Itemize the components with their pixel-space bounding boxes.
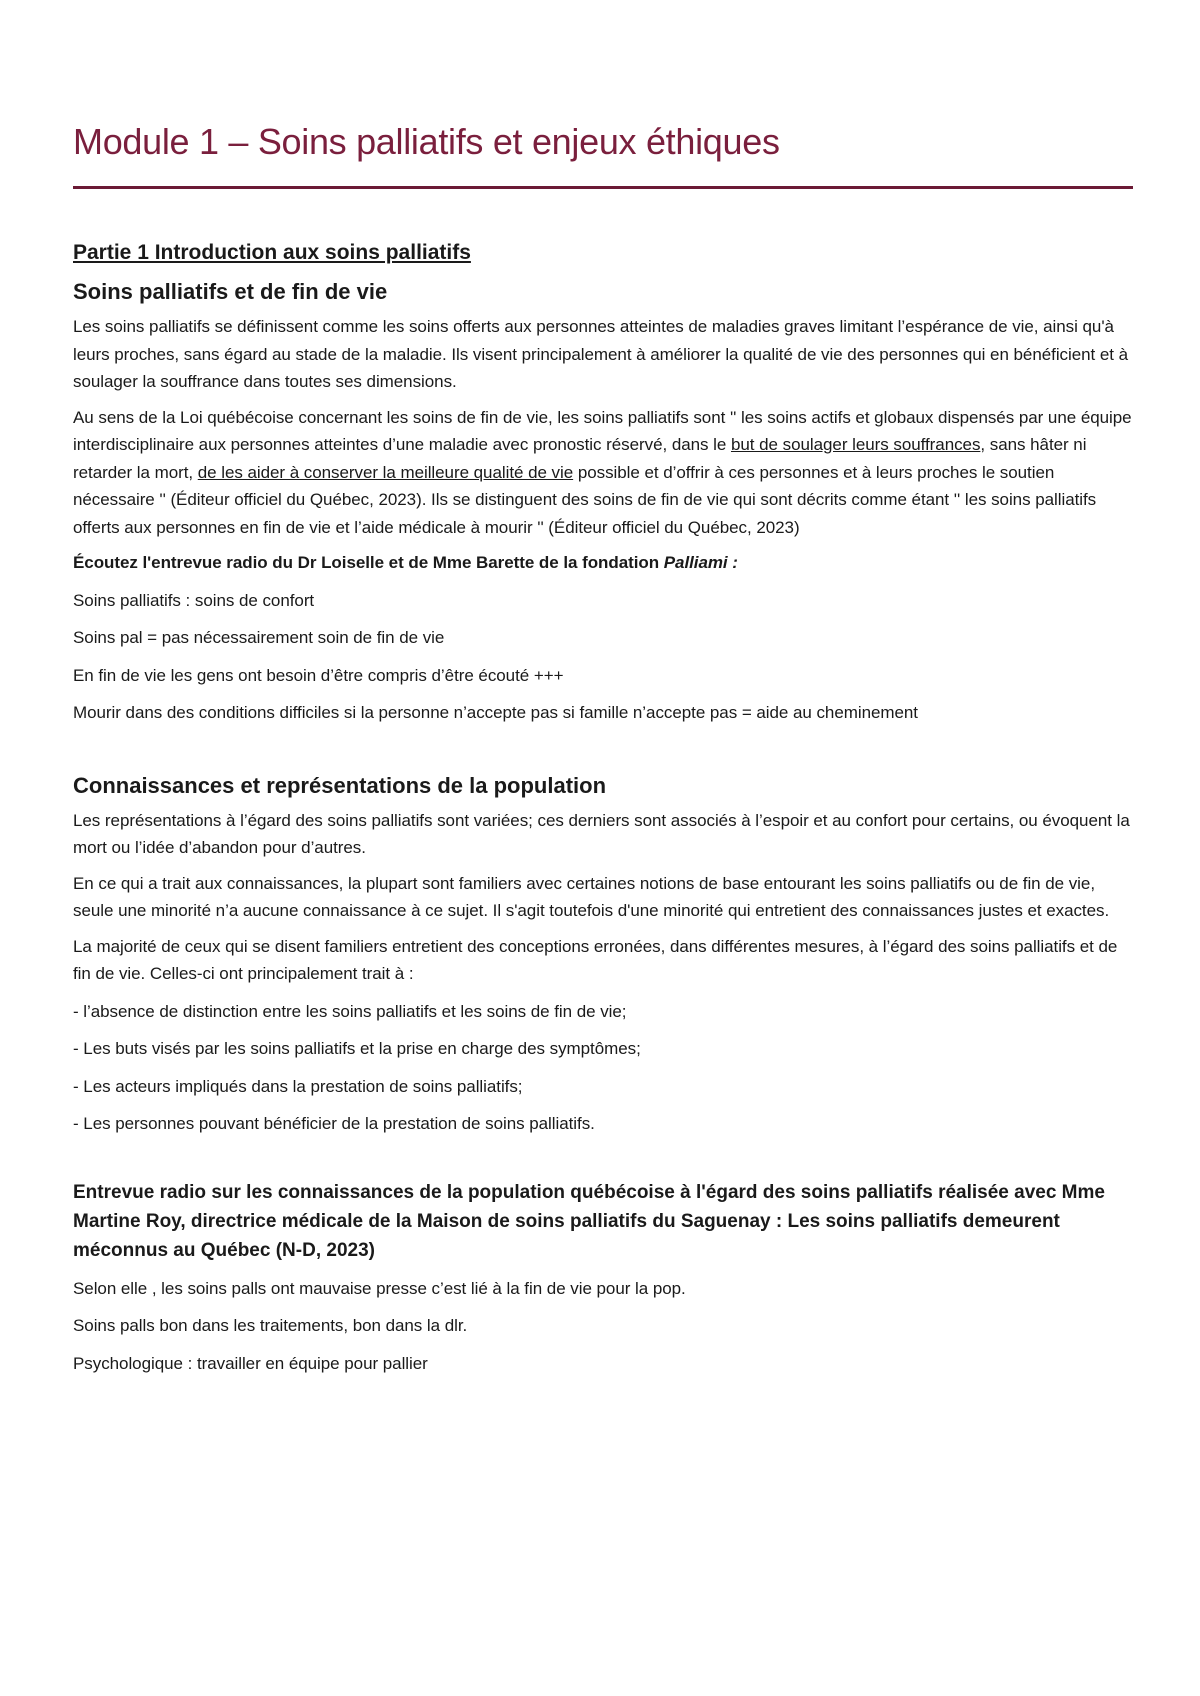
underlined-text: de les aider à conserver la meilleure qualité de vie bbox=[197, 462, 574, 482]
paragraph-text: Au sens de la Loi québécoise concernant les soins de fin de vie, les soins palliatifs sont '' les soins actifs et globaux dispensés par une équipe interdisciplinaire aux personnes atteintes d’une maladie avec pronostic réservé, dans le bbox=[73, 407, 1132, 454]
document-page bbox=[73, 118, 1133, 1377]
underlined-text: but de soulager leurs souffrances bbox=[730, 435, 981, 454]
interview-heading: Entrevue radio sur les connaissances de la population québécoise à l'égard des soins palliatifs réalisée avec Mme Martine Roy, directrice médicale de la Maison de soins palliatifs du Saguenay : Les soins palliatifs demeurent méconnus au Québec (N-D, 2023) bbox=[73, 1181, 1105, 1261]
title-divider bbox=[73, 186, 1133, 189]
page-title: Module 1 – Soins palliatifs et enjeux éthiques bbox=[73, 121, 780, 162]
note-item: Soins pal = pas nécessairement soin de fin de vie bbox=[73, 628, 445, 647]
bullet-item: - Les personnes pouvant bénéficier de la prestation de soins palliatifs. bbox=[73, 1114, 595, 1133]
listen-instruction bbox=[73, 549, 1133, 577]
note-item: Psychologique : travailler en équipe pour pallier bbox=[73, 1353, 428, 1373]
note-item: En fin de vie les gens ont besoin d’être compris d’être écouté +++ bbox=[73, 665, 564, 685]
part-1-heading: Partie 1 Introduction aux soins palliatifs bbox=[73, 241, 471, 264]
bullet-item: - Les buts visés par les soins palliatifs et la prise en charge des symptômes; bbox=[73, 1039, 641, 1058]
bullet-item: - Les acteurs impliqués dans la prestation de soins palliatifs; bbox=[73, 1076, 523, 1096]
listen-instruction-text: Écoutez l'entrevue radio du Dr Loiselle et de Mme Barette de la fondation bbox=[73, 553, 664, 572]
note-item: Selon elle , les soins palls ont mauvaise presse c’est lié à la fin de vie pour la pop. bbox=[73, 1278, 686, 1298]
paragraph-loi-quebecoise bbox=[73, 404, 1133, 542]
section-heading-soins-palliatifs: Soins palliatifs et de fin de vie bbox=[73, 279, 388, 304]
note-item: Soins palls bon dans les traitements, bon dans la dlr. bbox=[73, 1316, 468, 1335]
note-item: Mourir dans des conditions difficiles si la personne n’accepte pas si famille n’accepte pas = aide au cheminement bbox=[73, 703, 918, 722]
paragraph-text: possible et d’offrir à ces personnes et à leurs proches le soutien nécessaire '' (Éditeur officiel du Québec, 2023). Ils se distinguent des soins de fin de vie qui sont décrits comme étant '' les soins palliatifs offerts aux personnes en fin de vie et l’aide médicale à mourir '' (Éditeur officiel du Québec, 2023) bbox=[73, 462, 1097, 537]
note-item: Soins palliatifs : soins de confort bbox=[73, 590, 315, 610]
paragraph-conceptions: La majorité de ceux qui se disent familiers entretient des conceptions erronées, dans différentes mesures, à l’égard des soins palliatifs et de fin de vie. Celles-ci ont principalement trait à : bbox=[73, 936, 1118, 983]
bullet-item: - l’absence de distinction entre les soins palliatifs et les soins de fin de vie; bbox=[73, 1001, 627, 1021]
paragraph-definition: Les soins palliatifs se définissent comme les soins offerts aux personnes atteintes de maladies graves limitant l’espérance de vie, ainsi qu'à leurs proches, sans égard au stade de la maladie. Ils visent principalement à améliorer la qualité de vie des personnes qui en bénéficient et à soulager la souffrance dans toutes ses dimensions. bbox=[73, 317, 1129, 391]
paragraph-text: , sans hâter ni retarder la mort, bbox=[73, 435, 1087, 482]
foundation-name: Palliami : bbox=[663, 553, 738, 572]
paragraph-representations: Les représentations à l’égard des soins palliatifs sont variées; ces derniers sont associés à l’espoir et au confort pour certains, ou évoquent la mort ou l’idée d’abandon pour d’autres. bbox=[73, 810, 1130, 857]
paragraph-connaissances: En ce qui a trait aux connaissances, la plupart sont familiers avec certaines notions de base entourant les soins palliatifs ou de fin de vie, seule une minorité n’a aucune connaissance à ce sujet. Il s'agit toutefois d'une minorité qui entretient des connaissances justes et exactes. bbox=[73, 873, 1110, 920]
section-heading-connaissances: Connaissances et représentations de la population bbox=[73, 772, 607, 798]
